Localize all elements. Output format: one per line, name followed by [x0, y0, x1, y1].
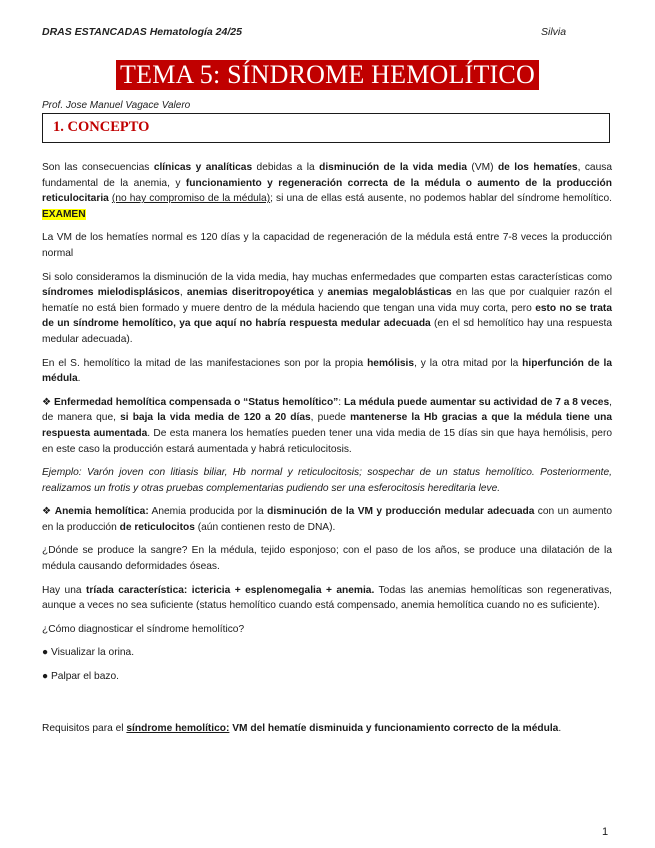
text: (en el sd hemolítico hay una respuesta medular adecuada).	[42, 318, 612, 345]
text-bold: de reticulocitos	[119, 521, 195, 533]
author-line: Prof. Jose Manuel Vagace Valero	[42, 100, 191, 111]
text-bold: disminución de la VM y producción medular adecuada	[267, 506, 535, 518]
text: Todas las anemias hemolíticas son regenerativas, aunque a veces no sea suficiente (status hemolítico cuando está compensado, anemia hemolítica cuando no es suficiente).	[42, 584, 612, 612]
text: . De esta manera los hematíes pueden tener una vida media de 15 días sin que haya hemólisis, pero en este caso la producción estará aumentada y habrá reticulocitosis.	[42, 427, 613, 455]
text: , de manera que,	[42, 396, 612, 424]
text: .	[558, 722, 562, 734]
text: debidas a la	[252, 162, 320, 173]
text-bold: tríada característica: ictericia + esplenomegalia + anemia.	[86, 584, 375, 596]
text-bold: ❖ Enfermedad hemolítica compensada o “Status hemolítico”	[42, 396, 339, 408]
paragraph-vm-normal: La VM de los hematíes normal es 120 días y la capacidad de regeneración de la médula está entre 7-8 veces la producción normal	[42, 232, 612, 259]
text-bold-underline: síndrome hemolítico:	[126, 722, 230, 734]
text: .	[77, 373, 81, 385]
text-bold: mantenerse la Hb gracias a que la médula tiene una respuesta aumentada	[42, 412, 612, 439]
text-bold: si baja la vida media de 120 a 20 días	[120, 412, 311, 424]
text-bold: funcionamiento y regeneración correcta de la médula o aumento de la producción reticulocitaria	[42, 177, 612, 205]
section-box	[42, 113, 610, 143]
paragraph-requisitos	[42, 721, 612, 737]
text-bold: hemólisis	[367, 357, 415, 369]
paragraph-status-hemolitico	[42, 395, 612, 457]
text: En el S. hemolítico la mitad de las manifestaciones son por la propia	[42, 357, 368, 369]
text-bold: hiperfunción de la médula	[42, 357, 612, 385]
paragraph-diagnostico: ¿Cómo diagnosticar el síndrome hemolítico?	[42, 623, 245, 635]
text-bold: ❖ Anemia hemolítica:	[42, 506, 149, 518]
text: , puede	[310, 412, 351, 424]
text-bold: anemias diseritropoyética	[186, 287, 314, 299]
text: ,	[179, 287, 187, 299]
text-bold: esto no se trata de un síndrome hemolítico, ya que aquí no habría respuesta medular adecuada	[42, 302, 612, 330]
text: Anemia producida por la	[148, 506, 268, 518]
text-bold: VM del hematíe disminuida y funcionamiento correcto de la médula	[229, 722, 559, 734]
bullet-item: ● Palpar el bazo.	[42, 671, 119, 683]
text-bold: clínicas y analíticas	[153, 162, 253, 173]
page-number: 1	[602, 826, 609, 838]
text: Si solo consideramos la disminución de la vida media, hay muchas enfermedades que comparten estas características como	[42, 271, 612, 283]
paragraph-manifestaciones	[42, 356, 612, 387]
section-title: 1. CONCEPTO	[53, 119, 150, 135]
title-wrapper	[0, 60, 655, 90]
paragraph-triada	[42, 583, 612, 614]
text-underline: (no hay compromiso de la médula)	[111, 193, 271, 205]
text-bold: La médula puede aumentar su actividad de 7 a 8 veces	[343, 396, 610, 408]
paragraph-ejemplo: Ejemplo: Varón joven con litiasis biliar, Hb normal y reticulocitosis; sospechar de un status hemolítico. Posteriormente, realizamos un frotis y otras pruebas complementarias pudiendo ser una esferocitosis hereditaria leve.	[42, 467, 612, 494]
text: , y la otra mitad por la	[414, 357, 523, 369]
exam-highlight: EXAMEN	[42, 208, 86, 220]
text-bold: anemias megaloblásticas	[327, 287, 452, 299]
text: , causa fundamental de la anemia, y	[42, 162, 612, 189]
document-body	[42, 160, 612, 744]
header-right: Silvia	[541, 26, 567, 38]
text-bold: síndromes mielodisplásicos	[42, 287, 180, 299]
paragraph-donde-sangre: ¿Dónde se produce la sangre? En la médula, tejido esponjoso; con el paso de los años, se produce una dilatación de la médula causando deformidades óseas.	[42, 545, 612, 573]
spacer	[42, 693, 612, 721]
header-left: DRAS ESTANCADAS Hematología 24/25	[42, 26, 242, 38]
text: (VM)	[467, 162, 498, 173]
paragraph-vida-media	[42, 270, 612, 348]
text: ; si una de ellas está ausente, no podemos hablar del síndrome hemolítico.	[270, 193, 612, 205]
text: :	[338, 396, 344, 408]
paragraph-anemia-hemolitica	[42, 504, 612, 535]
text-bold: de los hematíes	[497, 162, 578, 173]
text: Son las consecuencias	[42, 162, 154, 173]
text: Requisitos para el	[42, 722, 127, 734]
paragraph-definition	[42, 160, 612, 222]
text: (aún contienen resto de DNA).	[194, 521, 336, 533]
text: con un aumento en la producción	[42, 506, 612, 533]
text: y	[313, 287, 328, 299]
page-title: TEMA 5: SÍNDROME HEMOLÍTICO	[116, 60, 539, 90]
text-bold: disminución de la vida media	[319, 162, 468, 173]
text: Hay una	[42, 584, 87, 596]
text: en las que por cualquier razón el hematíe no está bien formado y muere dentro de la médula haciendo que tengan una vida muy corta, pero	[42, 287, 612, 314]
bullet-item: ● Visualizar la orina.	[42, 647, 135, 659]
